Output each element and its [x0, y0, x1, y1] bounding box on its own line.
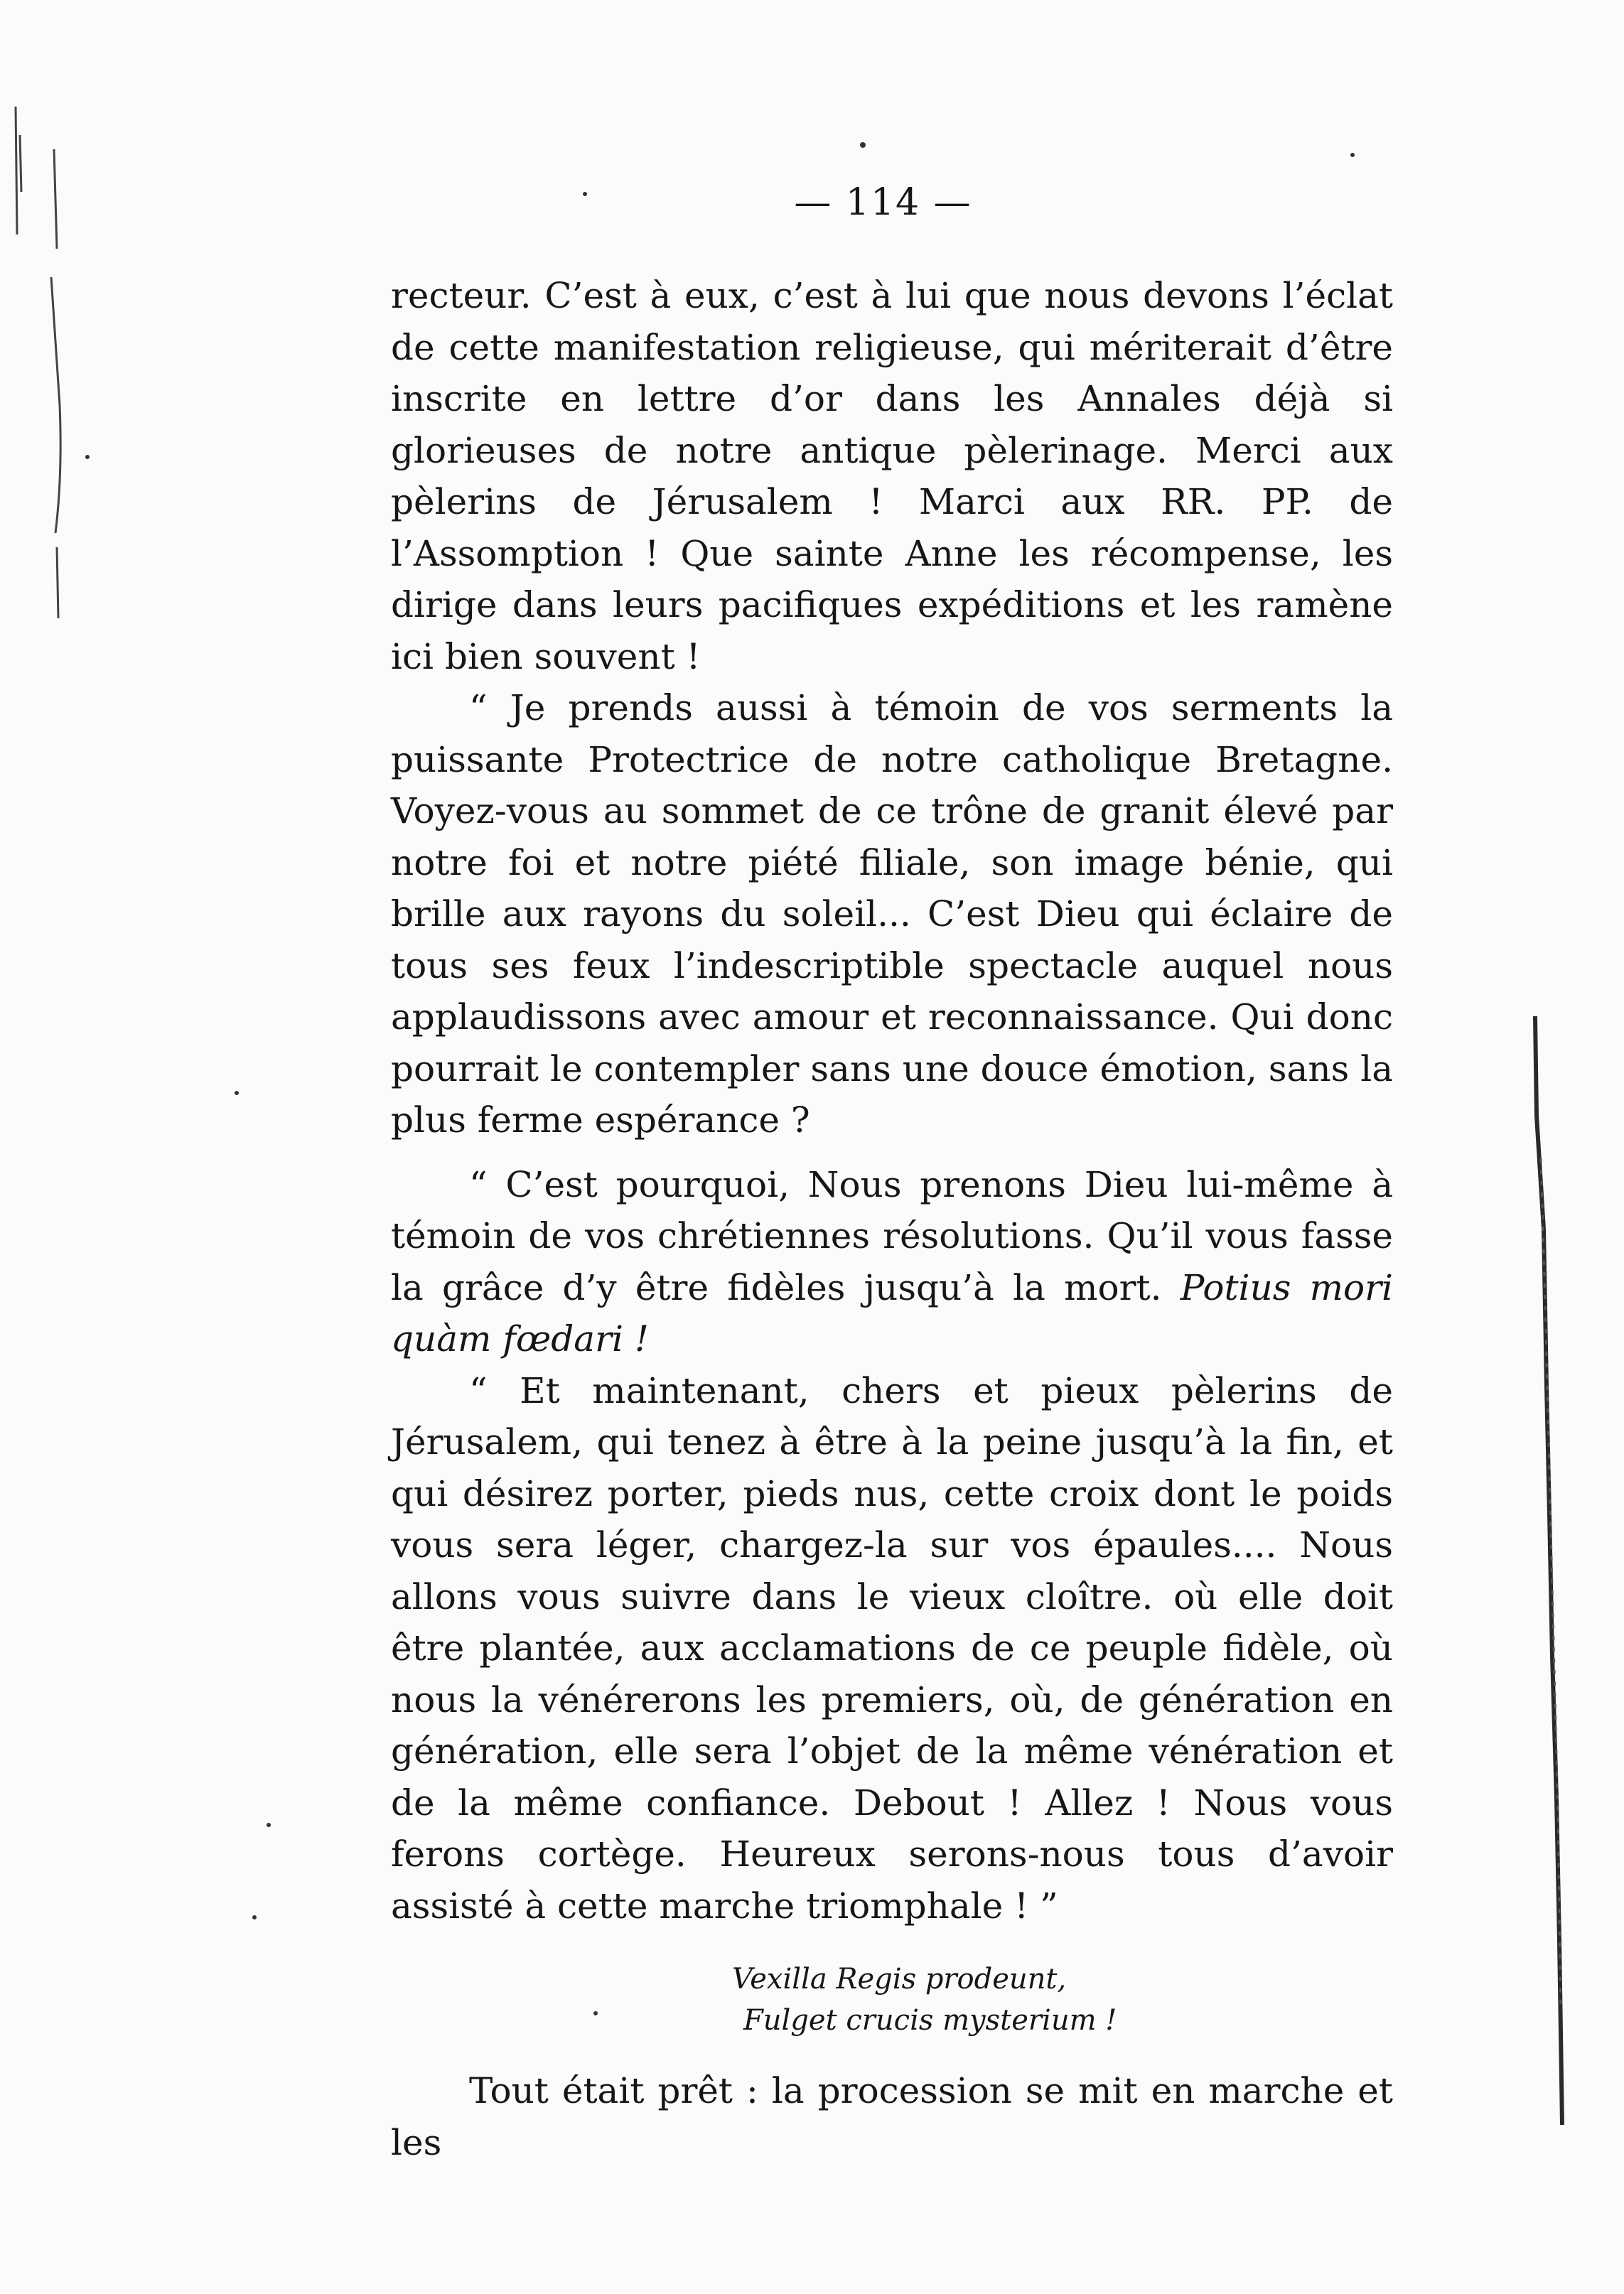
- paragraph-3: [391, 1159, 1393, 1365]
- closing-line: Tout était prêt : la procession se mit en marche et les: [391, 2070, 1393, 2163]
- paragraph-2: “ Je prends aussi à témoin de vos serments la puissante Protectrice de notre catholique Bretagne. Voyez-vous au sommet de ce trône de granit élevé par notre foi et notre piété filiale, son image bénie, qui brille aux rayons du soleil... C’est Dieu qui éclaire de tous ses feux l’indescriptible spectacle auquel nous applaudissons avec amour et reconnaissance. Qui donc pourrait le contempler sans une douce émotion, sans la plus ferme espérance ?: [391, 687, 1393, 1141]
- page-number: — 114 —: [794, 181, 972, 224]
- dust-speck: [860, 142, 866, 148]
- dust-speck: [267, 1823, 271, 1827]
- latin-motto: Potius mori quàm fœdari !: [391, 1266, 1394, 1359]
- dust-speck: [85, 455, 90, 459]
- body-text: [391, 270, 1393, 2168]
- hymn-verse: [732, 1959, 1393, 2041]
- hymn-line-1: Vexilla Regis prodeunt,: [732, 1963, 1067, 1996]
- dust-speck: [1350, 153, 1355, 157]
- dust-speck: [583, 192, 587, 196]
- paragraph-3-text: “ C’est pourquoi, Nous prenons Dieu lui-même à témoin de vos chrétiennes résolutions. Qu’il vous fasse la grâce d’y être fidèles jusqu’à la mort.: [391, 1163, 1393, 1308]
- paragraph-4: “ Et maintenant, chers et pieux pèlerins de Jérusalem, qui tenez à être à la peine jusqu’à la fin, et qui désirez porter, pieds nus, cette croix dont le poids vous sera léger, chargez-la sur vos épaules.... Nous allons vous suivre dans le vieux cloître. où elle doit être plantée, aux acclamations de ce peuple fidèle, où nous la vénérerons les premiers, où, de génération en génération, elle sera l’objet de la même vénération et de la même confiance. Debout ! Allez ! Nous vous ferons cortège. Heureux serons-nous tous d’avoir assisté à cette marche triomphale ! ”: [391, 1369, 1393, 1927]
- dust-speck: [593, 2011, 598, 2015]
- dust-speck: [235, 1091, 239, 1095]
- scan-edge-left: [10, 107, 67, 647]
- dust-speck: [252, 1915, 257, 1919]
- scan-edge-right: [1528, 1016, 1571, 2125]
- hymn-line-2: Fulget crucis mysterium !: [743, 2004, 1117, 2037]
- paragraph-1: recteur. C’est à eux, c’est à lui que nous devons l’éclat de cette manifestation religieuse, qui mériterait d’être inscrite en lettre d’or dans les Annales déjà si glorieuses de notre antique pèlerinage. Merci aux pèlerins de Jérusalem ! Marci aux RR. PP. de l’Assomption ! Que sainte Anne les récompense, les dirige dans leurs pacifiques expéditions et les ramène ici bien souvent !: [391, 275, 1393, 677]
